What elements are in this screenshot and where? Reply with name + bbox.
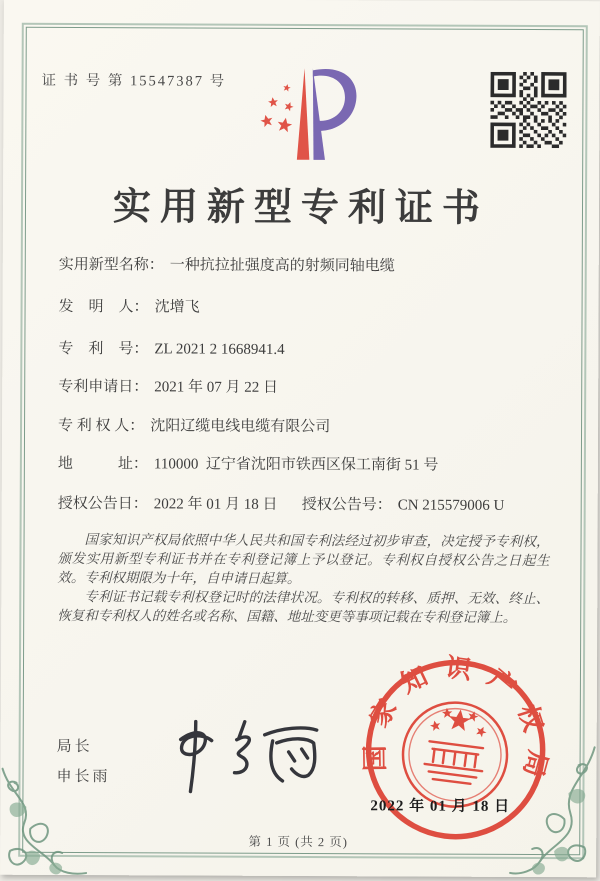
certificate-number: 证 书 号 第 15547387 号 [41,72,227,90]
field-row-patentee [58,414,558,437]
field-value: 110000 辽宁省沈阳市铁西区保工南街 51 号 [153,456,439,474]
field-row-grant-date [58,492,558,515]
floral-corner-ornament-icon [0,767,89,879]
legal-paragraph: 国家知识产权局依照中华人民共和国专利法经过初步审查，决定授予专利权，颁发实用新型专利证书并在专利登记簿上予以登记。专利权自授权公告之日起生效。专利权期限为十年，自申请日起算。 [57,532,550,587]
certificate-title: 实用新型专利证书 [112,186,490,230]
field-row-patent-number [58,337,558,360]
field-row-utility-model-name [59,253,559,276]
signer-title: 局长 [56,738,93,756]
seal-date: 2022 年 01 月 18 日 [370,798,511,815]
seal-text: 国家知识产权局 [360,652,553,795]
field-value: 沈阳辽缆电线电缆有限公司 [150,418,331,436]
field-value: 沈增飞 [154,299,200,316]
legal-paragraph: 专利证书记载专利权登记时的法律状况。专利权的转移、质押、无效、终止、恢复和专利权人的姓名或名称、国籍、地址变更等事项记载在专利登记簿上。 [57,589,550,625]
field-value: 2021 年 07 月 22 日 [154,379,279,396]
field-value: 2022 年 01 月 18 日 [153,496,278,513]
field-label: 地 址： [57,455,148,473]
field-grant-number [302,493,505,515]
field-value: 一种抗拉扯强度高的射频同轴电缆 [169,257,395,275]
field-label: 发 明 人： [58,298,149,316]
handwritten-signature-icon [152,715,328,800]
field-label: 专 利 号： [58,340,149,358]
qr-code-icon [490,72,566,148]
field-value: ZL 2021 2 1668941.4 [154,341,285,358]
field-row-address [58,452,558,475]
field-row-inventor [59,295,559,318]
field-label: 专 利 权 人： [58,417,145,435]
field-value: CN 215579006 U [397,497,505,514]
cnipa-round-seal-icon [358,652,553,847]
cnipa-logo-icon [253,62,359,166]
field-label: 实用新型名称： [58,256,164,274]
signer-name: 申长雨 [56,768,111,786]
legal-text-block [57,530,549,627]
field-label: 授权公告号： [301,497,392,514]
field-label: 专利申请日： [58,378,149,396]
field-row-application-date [58,375,558,398]
page-indicator: 第 1 页 (共 2 页) [248,834,348,850]
field-label: 授权公告日： [57,495,148,513]
